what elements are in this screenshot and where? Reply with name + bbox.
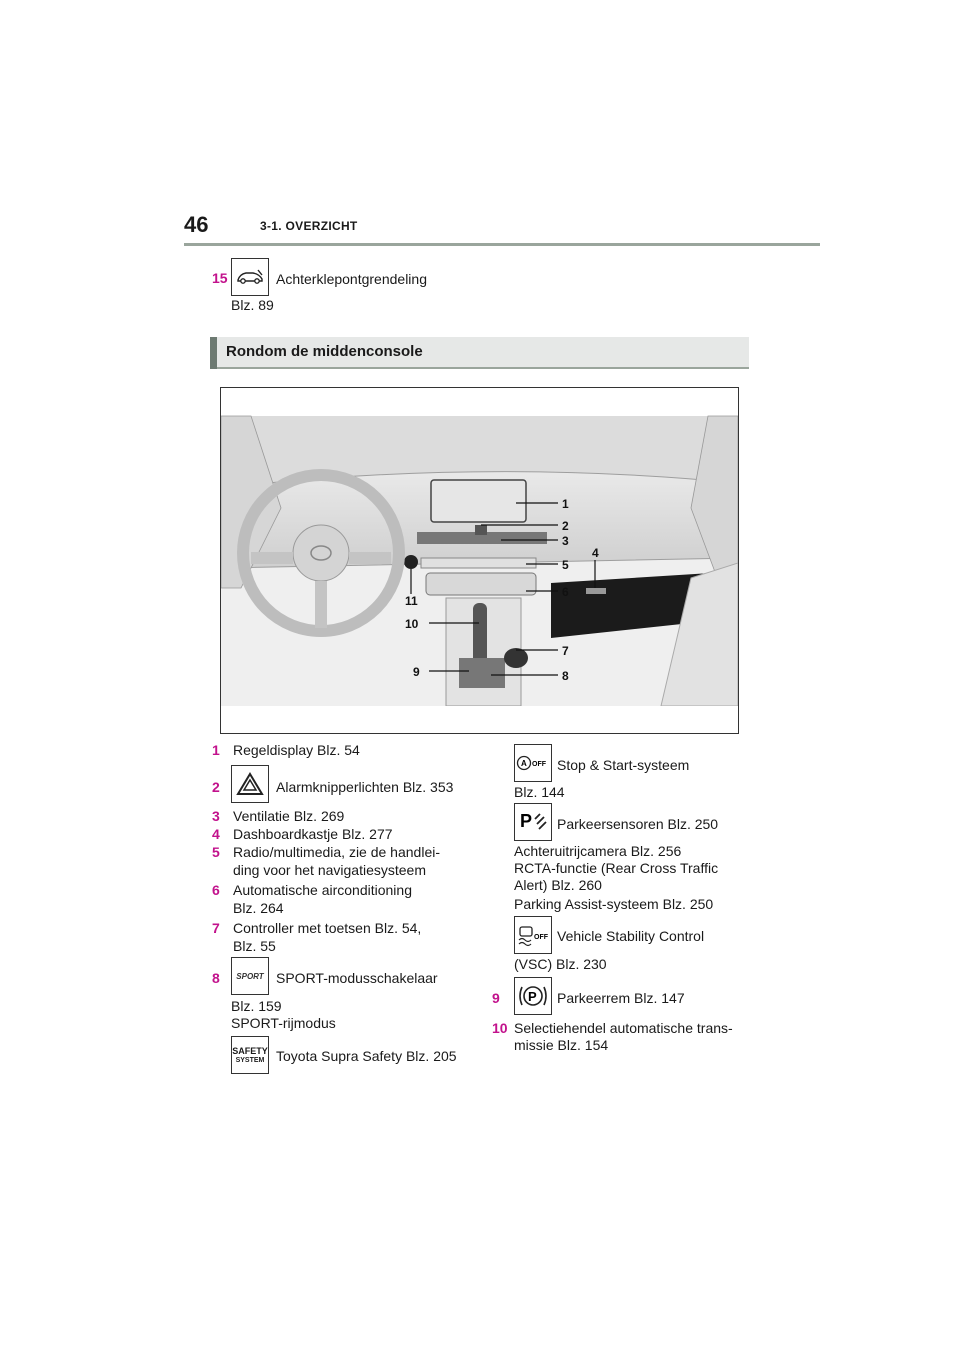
callout-11: 11 <box>405 594 418 608</box>
parking-line4: Parking Assist-systeem Blz. 250 <box>514 896 714 912</box>
stopstart-icon-text: OFF <box>532 761 546 768</box>
item-9-number: 9 <box>492 990 500 1006</box>
item-9-text: Parkeerrem Blz. 147 <box>557 990 685 1006</box>
item-8-sub: SPORT-rijmodus <box>231 1015 336 1031</box>
item-10-line1: Selectiehendel automatische trans- <box>514 1020 733 1036</box>
parking-line3: Alert) Blz. 260 <box>514 877 602 893</box>
item-7-line2: Blz. 55 <box>233 938 276 954</box>
dashboard-illustration <box>220 387 739 734</box>
callout-5: 5 <box>562 558 569 572</box>
item-2-text: Alarmknipperlichten Blz. 353 <box>276 779 454 795</box>
parking-brake-icon <box>514 977 552 1015</box>
chapter-title: 3-1. OVERZICHT <box>260 219 358 233</box>
item-2-number: 2 <box>212 779 220 795</box>
safety-icon-line1: SAFETY <box>232 1045 268 1056</box>
item-1-number: 1 <box>212 742 220 758</box>
stop-start-off-icon <box>514 744 552 782</box>
vsc-off-icon <box>514 916 552 954</box>
item-10-line2: missie Blz. 154 <box>514 1037 609 1053</box>
parking-icon-text: P <box>520 811 533 831</box>
page-number: 46 <box>184 212 209 237</box>
parking-sensor-icon <box>514 803 552 841</box>
callout-10: 10 <box>405 617 419 631</box>
item-1-text: Regeldisplay Blz. 54 <box>233 742 360 758</box>
vsc-ref: (VSC) Blz. 230 <box>514 956 607 972</box>
header-rule <box>184 243 820 246</box>
hazard-warning-icon <box>231 765 269 803</box>
vsc-text: Vehicle Stability Control <box>557 928 705 944</box>
section-title: Rondom de middenconsole <box>226 343 423 360</box>
item-8-text: SPORT-modusschakelaar <box>276 970 438 986</box>
item-7-line1: Controller met toetsen Blz. 54, <box>233 920 422 936</box>
item-7-number: 7 <box>212 920 220 936</box>
tailgate-car-icon <box>231 258 269 296</box>
section-header <box>210 337 749 369</box>
stopstart-text: Stop & Start-systeem <box>557 757 690 773</box>
item-3-number: 3 <box>212 808 220 824</box>
item-15-ref: Blz. 89 <box>231 297 274 313</box>
section-accent <box>210 337 217 369</box>
item-6-line2: Blz. 264 <box>233 900 284 916</box>
item-15-number: 15 <box>212 270 228 286</box>
item-4-text: Dashboardkastje Blz. 277 <box>233 826 393 842</box>
safety-system-icon <box>231 1036 269 1074</box>
item-6-number: 6 <box>212 882 220 898</box>
item-5-line1: Radio/multimedia, zie de handlei- <box>233 844 440 860</box>
callout-3: 3 <box>562 534 569 548</box>
item-5-number: 5 <box>212 844 220 860</box>
callout-7: 7 <box>562 644 569 658</box>
parking-brake-icon-text: P <box>528 989 537 1004</box>
svg-text:A: A <box>521 759 527 768</box>
callout-4: 4 <box>592 546 599 560</box>
vsc-icon-text: OFF <box>534 934 548 941</box>
callout-8: 8 <box>562 669 569 683</box>
item-4-number: 4 <box>212 826 220 842</box>
safety-icon-line2: SYSTEM <box>235 1056 265 1064</box>
callout-9: 9 <box>413 665 420 679</box>
item-8-number: 8 <box>212 970 220 986</box>
parking-line2: RCTA-functie (Rear Cross Traffic <box>514 860 719 876</box>
parking-text: Parkeersensoren Blz. 250 <box>557 816 719 832</box>
item-8-ref: Blz. 159 <box>231 998 282 1014</box>
parking-line1: Achteruitrijcamera Blz. 256 <box>514 843 682 859</box>
safety-text: Toyota Supra Safety Blz. 205 <box>276 1048 457 1064</box>
sport-mode-icon <box>231 957 269 995</box>
sport-icon-text: SPORT <box>236 971 264 981</box>
callout-1: 1 <box>562 497 569 511</box>
item-6-line1: Automatische airconditioning <box>233 882 412 898</box>
callout-2: 2 <box>562 519 569 533</box>
stopstart-ref: Blz. 144 <box>514 784 565 800</box>
item-15-label: Achterklepontgrendeling <box>276 271 427 287</box>
item-3-text: Ventilatie Blz. 269 <box>233 808 345 824</box>
callout-6: 6 <box>562 585 569 599</box>
item-5-line2: ding voor het navigatiesysteem <box>233 862 426 878</box>
item-10-number: 10 <box>492 1020 508 1036</box>
